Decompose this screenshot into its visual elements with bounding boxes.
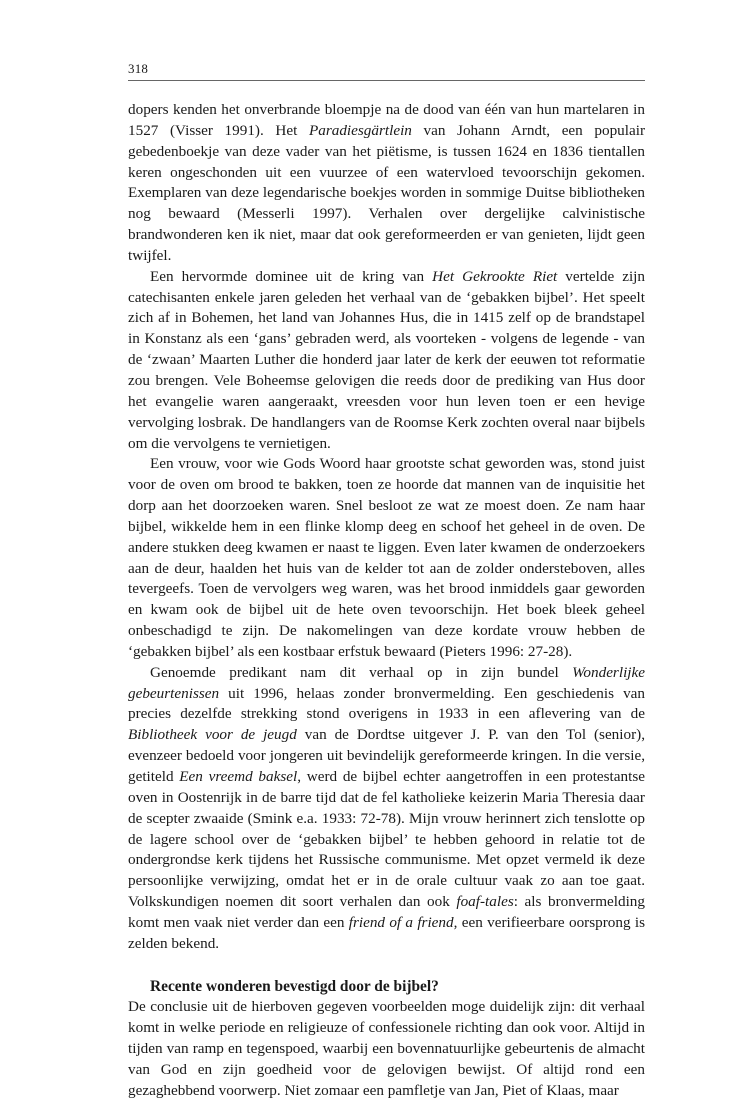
italic-title: Bibliotheek voor de jeugd [128, 726, 297, 744]
italic-title: foaf-tales [456, 893, 514, 911]
paragraph [128, 100, 645, 267]
text-run: , een verifieerbare oorsprong is zelden bekend. [128, 913, 645, 952]
italic-title: Paradiesgärtlein [308, 121, 412, 139]
page-number: 318 [128, 61, 149, 76]
paragraph [128, 454, 645, 662]
header-rule [128, 80, 645, 81]
text-run: van de Dordtse uitgever J. P. van den Tol (senior), evenzeer bedoeld voor jongeren uit bevindelijk gereformeerde kringen. In die versie, getiteld [128, 726, 645, 785]
text-run: Een hervormde dominee uit de kring van [150, 267, 433, 285]
body-text [128, 100, 645, 1102]
section-heading: Recente wonderen bevestigd door de bijbel? [150, 977, 439, 995]
section-paragraph: De conclusie uit de hierboven gegeven voorbeelden moge duidelijk zijn: dit verhaal komt in welke periode en religieuze of confessionele richting dan ook voor. Altijd in tijden van ramp en tegenspoed, waarbij een bovennatuurlijke gebeurtenis de almacht van God en zijn goedheid voor de gelovigen bewijst. Of altijd rond een gezaghebbend voorwerp. Niet zomaar een pamfletje van Jan, Piet of Klaas, maar [128, 998, 645, 1099]
text-run: Genoemde predikant nam dit verhaal op in zijn bundel [150, 663, 573, 681]
text-run: dopers kenden het onverbrande bloempje na de dood van één van hun martelaren in 1527 (Visser 1991). Het [128, 101, 645, 139]
text-run: : als bronvermelding komt men vaak niet verder dan een [128, 893, 645, 931]
text-run: , werd de bijbel echter aangetroffen in een protestantse oven in Oostenrijk in de barre tijd dat de fel katholieke keizerin Maria Theresia daar de scepter zwaaide (Smink e.a. 1933: 72-78). Mijn vrouw herinnert zich tenslotte op de lagere school over de ‘gebakken bijbel’ te hebben gehoord in relatie tot de ondergrondse kerk tijdens het Russische communisme. Met opzet vermeld ik deze persoonlijke verwijzing, omdat het er in de orale cultuur vaak zo aan toe gaat. Volkskundigen noemen dit soort verhalen dan ook [128, 768, 645, 911]
text-run: uit 1996, helaas zonder bronvermelding. Een geschiedenis van precies dezelfde strekking stond overigens in 1933 in een aflevering van de [128, 684, 645, 723]
text-run: van Johann Arndt, een populair gebedenboekje van deze vader van het piëtisme, is tussen 1624 en 1836 tientallen keren ongeschonden uit een vuurzee of een watervloed tevoorschijn gekomen. Exemplaren van deze legendarische boekjes worden in sommige Duitse bibliotheken nog bewaard (Messerli 1997). Verhalen over dergelijke calvinistische brandwonderen ken ik niet, maar dat ook gereformeerden er van genieten, lijdt geen twijfel. [128, 121, 645, 264]
paragraph [128, 663, 645, 955]
paragraph [128, 267, 645, 455]
italic-title: Een vreemd baksel [179, 768, 298, 785]
text-run: vertelde zijn catechisanten enkele jaren geleden het verhaal van de ‘gebakken bijbel’. Het speelt zich af in Bohemen, het land van Johannes Hus, die in 1415 zelf op de brandstapel in Konstanz als een ‘gans’ gebraden werd, als voorteken - volgens de legende - van de ‘zwaan’ Maarten Luther die honderd jaar later de kerk der eeuwen tot reformatie zou brengen. Vele Boheemse gelovigen die reeds door de prediking van Hus door het evangelie waren aangeraakt, vreesden voor hun leven toen er een hevige vervolging losbrak. De handlangers van de Roomse Kerk zochten overal naar bijbels om die vervolgens te vernietigen. [128, 267, 645, 452]
text-run: Een vrouw, voor wie Gods Woord haar grootste schat geworden was, stond juist voor de oven om brood te bakken, toen ze hoorde dat mannen van de inquisitie het dorp aan het doorzoeken waren. Snel besloot ze wat ze moest doen. Ze nam haar bijbel, wikkelde hem in een flinke klomp deeg en schoof het geheel in de oven. De andere stukken deeg kwamen er naast te liggen. Even later kwamen de onderzoekers aan de deur, haalden het huis van de kelder tot aan de zolder ondersteboven, alles tevergeefs. Toen de vervolgers weg waren, was het brood inmiddels gaar geworden en kwam ook de bijbel uit de hete oven tevoorschijn. Het boek bleek geheel onbeschadigd te zijn. De nakomelingen van deze kordate vrouw hebben de ‘gebakken bijbel’ als een kostbaar erfstuk bewaard (Pieters 1996: 27-28). [128, 455, 645, 660]
italic-title: Het Gekrookte Riet [432, 267, 558, 285]
italic-title: friend of a friend [348, 913, 454, 931]
italic-title: Wonderlijke gebeurtenissen [128, 663, 645, 702]
